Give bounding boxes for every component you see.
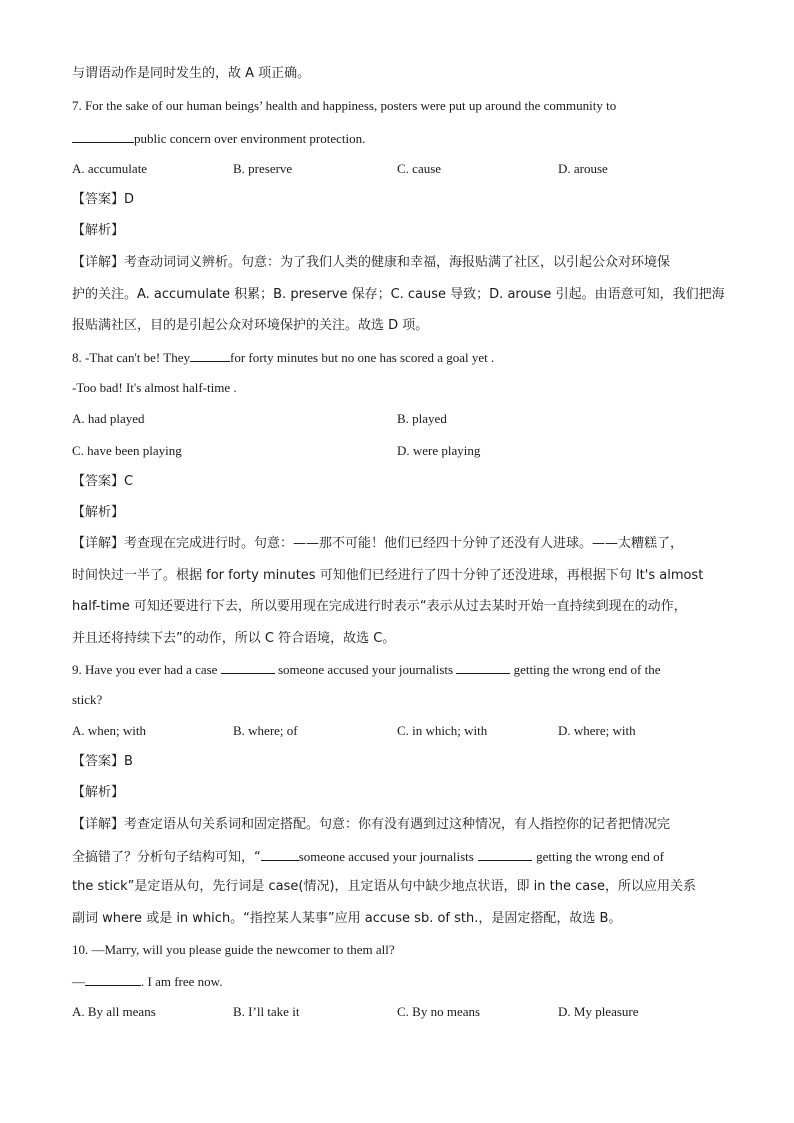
question-8-reply: -Too bad! It's almost half-time . — [72, 380, 237, 395]
option-b: B. where; of — [233, 723, 298, 738]
answer-label: 【答案】D — [72, 192, 135, 207]
analysis-label: 【解析】 — [72, 785, 125, 800]
question-text: . I am free now. — [141, 974, 223, 989]
option-d: D. arouse — [558, 161, 608, 176]
detail-text-part: 全搞错了？分析句子结构可知，“ — [72, 850, 261, 865]
option-d: D. where; with — [558, 723, 636, 738]
option-b: B. I’ll take it — [233, 1004, 300, 1019]
question-text: public concern over environment protection. — [134, 131, 366, 146]
option-b: B. preserve — [233, 161, 293, 176]
question-9-stem — [72, 659, 732, 679]
question-8-stem — [72, 347, 732, 367]
analysis-label: 【解析】 — [72, 505, 125, 520]
detail-text-part: someone accused your journalists — [298, 849, 474, 864]
answer-blank — [261, 846, 299, 861]
answer-label: 【答案】C — [72, 474, 134, 489]
question-7-stem-cont — [72, 128, 732, 148]
option-b: B. played — [397, 411, 447, 426]
detail-text: 副词 where 或是 in which。“指控某人某事”应用 accuse sb. of sth.，是固定搭配，故选 B。 — [72, 911, 622, 926]
question-text: someone accused your journalists — [277, 662, 454, 677]
answer-label: 【答案】B — [72, 754, 133, 769]
detail-text: half-time 可知还要进行下去，所以要用现在完成进行时表示“表示从过去某时开始一直持续到现在的动作， — [72, 599, 687, 614]
option-d: D. were playing — [397, 443, 481, 458]
question-text: 8. -That can't be! They — [72, 350, 190, 365]
question-9-stem-cont: stick? — [72, 692, 103, 707]
detail-text: 并且还将持续下去”的动作，所以 C 符合语境，故选 C。 — [72, 631, 396, 646]
answer-blank — [190, 347, 230, 362]
question-9-options — [72, 721, 732, 741]
detail-text: 【详解】考查现在完成进行时。句意：——那不可能！他们已经四十分钟了还没有人进球。——太糟糕了， — [72, 536, 684, 551]
option-a: A. By all means — [72, 1004, 156, 1019]
question-text: getting the wrong end of the — [513, 662, 661, 677]
question-text: — — [72, 974, 85, 989]
answer-blank — [85, 971, 141, 986]
detail-text: 时间快过一半了。根据 for forty minutes 可知他们已经进行了四十分钟了还没进球，再根据下句 It's almost — [72, 568, 704, 583]
option-d: D. My pleasure — [558, 1004, 639, 1019]
question-text: for forty minutes but no one has scored a goal yet . — [229, 350, 495, 365]
answer-blank — [456, 659, 510, 674]
answer-blank — [72, 128, 134, 143]
question-10-options — [72, 1002, 732, 1022]
option-a: A. accumulate — [72, 161, 148, 176]
option-c: C. By no means — [397, 1004, 481, 1019]
answer-blank — [478, 846, 532, 861]
detail-text — [72, 846, 732, 866]
detail-text: the stick”是定语从句，先行词是 case(情况)，且定语从句中缺少地点状语，即 in the case，所以应用关系 — [72, 879, 696, 894]
question-8-options-row2 — [72, 441, 732, 461]
question-text: 9. Have you ever had a case — [72, 662, 218, 677]
question-7-stem: 7. For the sake of our human beings’ health and happiness, posters were put up around the community to — [72, 98, 617, 113]
text-line: 与谓语动作是同时发生的，故 A 项正确。 — [72, 66, 311, 81]
analysis-label: 【解析】 — [72, 223, 125, 238]
option-c: C. cause — [397, 161, 442, 176]
question-7-options — [72, 159, 732, 179]
option-a: A. when; with — [72, 723, 147, 738]
detail-text: 护的关注。A. accumulate 积累；B. preserve 保存；C. cause 导致；D. arouse 引起。由语意可知，我们把海 — [72, 287, 725, 302]
option-c: C. in which; with — [397, 723, 488, 738]
option-a: A. had played — [72, 411, 145, 426]
detail-text: 【详解】考查动词词义辨析。句意：为了我们人类的健康和幸福，海报贴满了社区，以引起公众对环境保 — [72, 255, 671, 270]
option-c: C. have been playing — [72, 443, 182, 458]
answer-blank — [221, 659, 275, 674]
question-10-stem: 10. —Marry, will you please guide the newcomer to them all? — [72, 942, 395, 957]
question-10-reply — [72, 971, 732, 991]
detail-text-part: getting the wrong end of — [536, 849, 664, 864]
detail-text: 报贴满社区，目的是引起公众对环境保护的关注。故选 D 项。 — [72, 318, 429, 333]
detail-text: 【详解】考查定语从句关系词和固定搭配。句意：你有没有遇到过这种情况，有人指控你的记者把情况完 — [72, 817, 671, 832]
question-8-options-row1 — [72, 409, 732, 429]
